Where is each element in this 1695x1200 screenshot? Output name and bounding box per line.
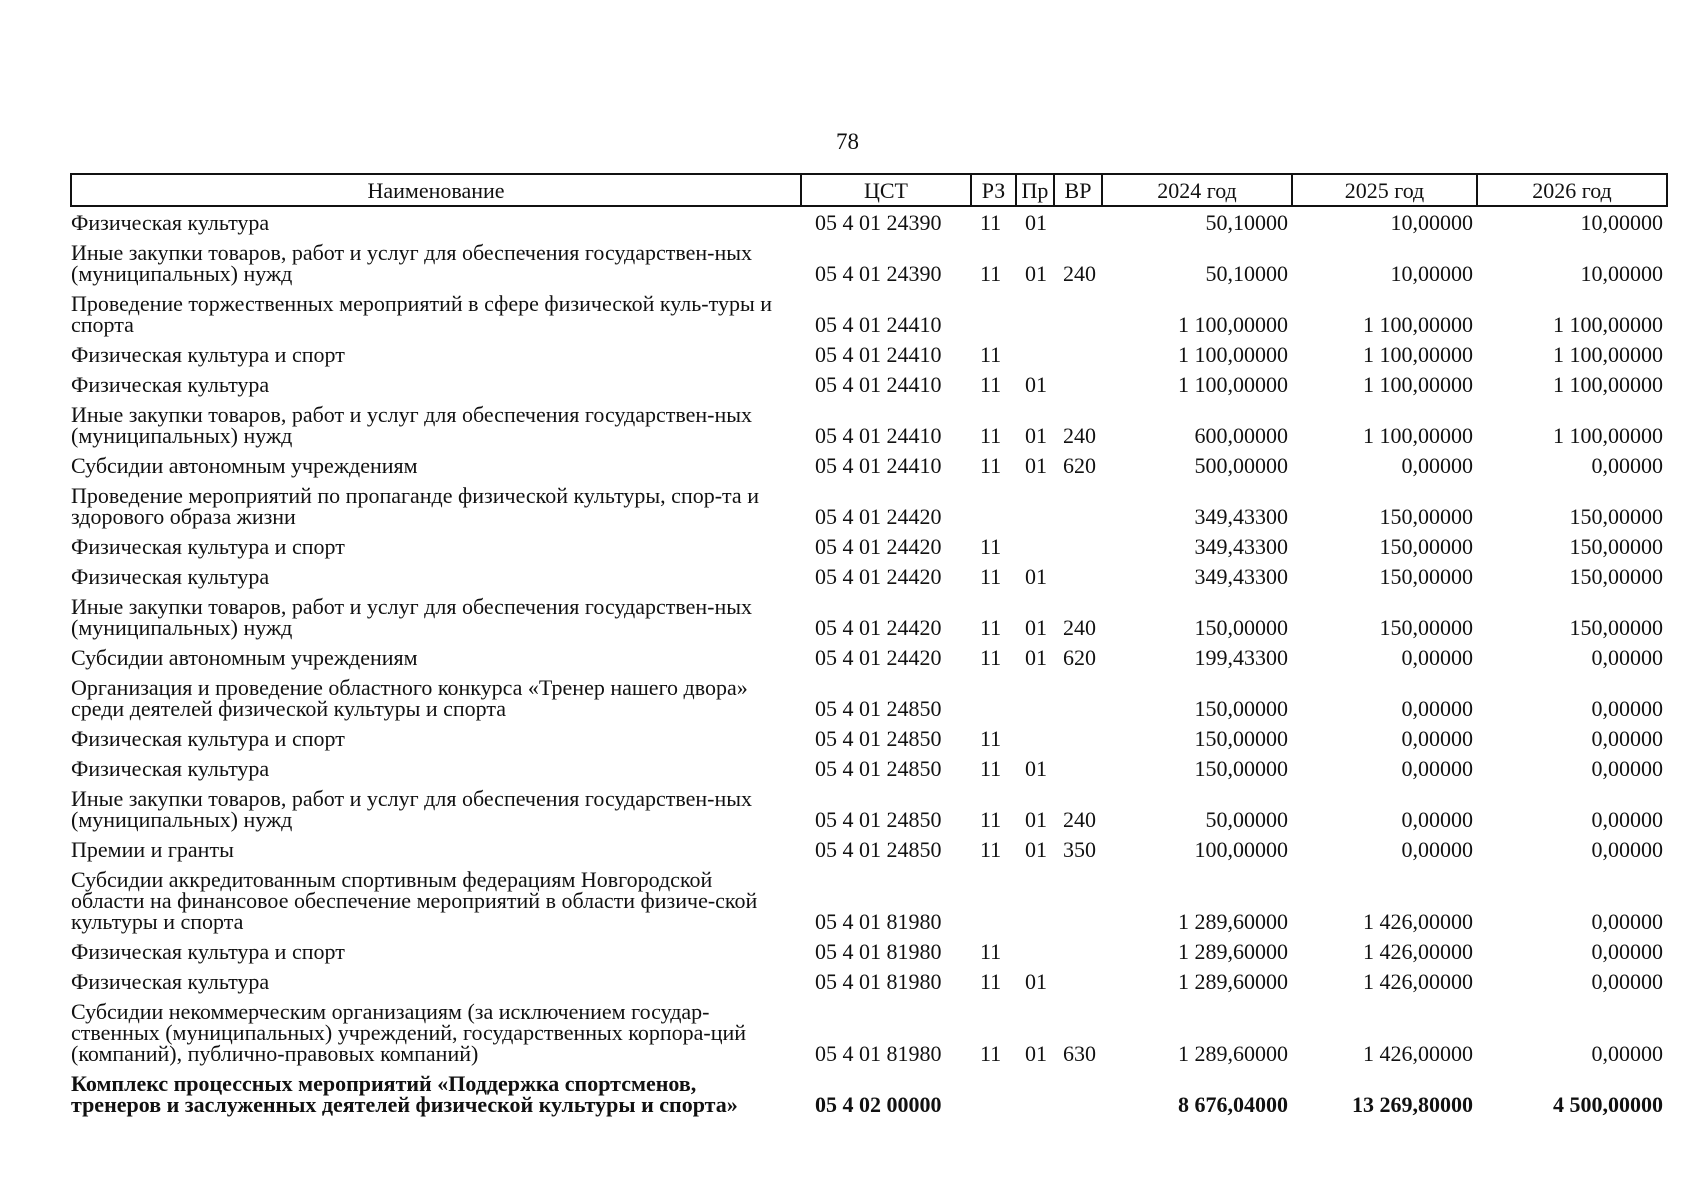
row-amount-2026: 150,00000: [1569, 564, 1663, 589]
row-rz: 11: [980, 423, 1002, 448]
table-row: [71, 288, 1667, 339]
row-cst: 05 4 01 81980: [815, 969, 942, 994]
row-name: Физическая культура: [71, 564, 270, 589]
row-amount-2024: 1 289,60000: [1178, 939, 1288, 964]
row-rz: [971, 672, 1016, 723]
row-vr: [1054, 288, 1102, 339]
row-amount-2026: 1 100,00000: [1553, 342, 1663, 367]
row-vr: 240: [1063, 423, 1096, 448]
row-amount-2026: 0,00000: [1591, 756, 1663, 781]
table-row: [71, 864, 1667, 936]
row-cst: 05 4 01 24420: [815, 504, 942, 529]
row-name: Физическая культура и спорт: [71, 939, 345, 964]
table-row: [71, 480, 1667, 531]
table-row: [71, 834, 1667, 864]
row-amount-2024: 1 100,00000: [1178, 342, 1288, 367]
table-row: [71, 642, 1667, 672]
row-cst: 05 4 01 24420: [815, 564, 942, 589]
row-amount-2025: 1 426,00000: [1363, 909, 1473, 934]
table-row: [71, 1068, 1667, 1119]
row-name: Физическая культура и спорт: [71, 534, 345, 559]
row-amount-2024: 150,00000: [1194, 615, 1288, 640]
row-amount-2024: 150,00000: [1194, 756, 1288, 781]
row-name: Иные закупки товаров, работ и услуг для обеспечения государствен-ных (муниципальных) нужд: [71, 594, 753, 640]
row-pr: 01: [1025, 564, 1047, 589]
row-amount-2026: 10,00000: [1580, 261, 1663, 286]
row-amount-2026: 0,00000: [1591, 696, 1663, 721]
row-pr: [1016, 864, 1054, 936]
row-amount-2024: 1 289,60000: [1178, 909, 1288, 934]
table-row: [71, 206, 1667, 237]
row-rz: 11: [980, 969, 1002, 994]
row-cst: 05 4 01 24850: [815, 756, 942, 781]
row-name: Субсидии автономным учреждениям: [71, 453, 418, 478]
row-cst: 05 4 02 00000: [815, 1092, 942, 1117]
row-amount-2026: 0,00000: [1591, 807, 1663, 832]
row-rz: 11: [980, 939, 1002, 964]
row-vr: 240: [1063, 261, 1096, 286]
row-pr: [1016, 339, 1054, 369]
row-amount-2024: 1 100,00000: [1178, 372, 1288, 397]
row-vr: 620: [1063, 645, 1096, 670]
row-rz: [971, 288, 1016, 339]
row-pr: 01: [1025, 372, 1047, 397]
row-pr: 01: [1025, 210, 1047, 235]
row-amount-2025: 0,00000: [1401, 453, 1473, 478]
row-cst: 05 4 01 24390: [815, 261, 942, 286]
row-amount-2025: 13 269,80000: [1352, 1092, 1473, 1117]
table-row: [71, 996, 1667, 1068]
row-rz: 11: [980, 837, 1002, 862]
row-pr: 01: [1025, 261, 1047, 286]
row-name: Организация и проведение областного конкурса «Тренер нашего двора» среди деятелей физической культуры и спорта: [71, 675, 748, 721]
row-cst: 05 4 01 24420: [815, 615, 942, 640]
row-amount-2025: 0,00000: [1401, 696, 1473, 721]
row-cst: 05 4 01 24850: [815, 726, 942, 751]
row-rz: 11: [980, 756, 1002, 781]
row-amount-2026: 0,00000: [1591, 837, 1663, 862]
row-vr: [1054, 369, 1102, 399]
row-pr: 01: [1025, 615, 1047, 640]
row-pr: [1016, 936, 1054, 966]
row-cst: 05 4 01 24850: [815, 837, 942, 862]
row-cst: 05 4 01 24850: [815, 807, 942, 832]
header-rz: РЗ: [971, 174, 1016, 206]
row-amount-2025: 0,00000: [1401, 807, 1473, 832]
row-name: Проведение торжественных мероприятий в сфере физической куль-туры и спорта: [71, 291, 772, 337]
row-rz: 11: [980, 210, 1002, 235]
row-vr: [1054, 753, 1102, 783]
row-amount-2024: 8 676,04000: [1178, 1092, 1288, 1117]
row-name: Физическая культура: [71, 372, 270, 397]
row-cst: 05 4 01 81980: [815, 939, 942, 964]
header-name: Наименование: [71, 174, 801, 206]
row-name: Иные закупки товаров, работ и услуг для обеспечения государствен-ных (муниципальных) нужд: [71, 402, 753, 448]
row-amount-2025: 150,00000: [1379, 504, 1473, 529]
table-row: [71, 966, 1667, 996]
row-amount-2024: 1 289,60000: [1178, 969, 1288, 994]
row-name: Субсидии аккредитованным спортивным федерациям Новгородской области на финансовое обеспечение мероприятий в области физиче-ской культуры и спорта: [71, 867, 758, 934]
row-vr: 620: [1063, 453, 1096, 478]
row-amount-2024: 349,43300: [1194, 564, 1288, 589]
row-amount-2026: 0,00000: [1591, 453, 1663, 478]
row-name: Физическая культура: [71, 210, 270, 235]
table-row: [71, 339, 1667, 369]
row-amount-2026: 0,00000: [1591, 969, 1663, 994]
row-amount-2025: 150,00000: [1379, 615, 1473, 640]
row-vr: [1054, 672, 1102, 723]
row-vr: 350: [1063, 837, 1096, 862]
row-cst: 05 4 01 24410: [815, 372, 942, 397]
row-pr: [1016, 723, 1054, 753]
row-amount-2025: 10,00000: [1390, 210, 1473, 235]
row-amount-2025: 10,00000: [1390, 261, 1473, 286]
table-row: [71, 531, 1667, 561]
row-amount-2024: 100,00000: [1194, 837, 1288, 862]
row-vr: 240: [1063, 807, 1096, 832]
table-row: [71, 399, 1667, 450]
row-pr: 01: [1025, 453, 1047, 478]
row-vr: 630: [1063, 1041, 1096, 1066]
row-amount-2026: 1 100,00000: [1553, 372, 1663, 397]
page-number: 78: [836, 129, 859, 154]
row-amount-2024: 150,00000: [1194, 726, 1288, 751]
row-pr: [1016, 531, 1054, 561]
table-row: [71, 237, 1667, 288]
row-amount-2026: 0,00000: [1591, 726, 1663, 751]
row-name: Физическая культура: [71, 756, 270, 781]
table-row: [71, 450, 1667, 480]
row-amount-2026: 0,00000: [1591, 1041, 1663, 1066]
row-vr: [1054, 1068, 1102, 1119]
row-amount-2026: 150,00000: [1569, 534, 1663, 559]
row-amount-2025: 150,00000: [1379, 564, 1473, 589]
row-vr: [1054, 480, 1102, 531]
row-amount-2024: 1 289,60000: [1178, 1041, 1288, 1066]
row-amount-2026: 150,00000: [1569, 615, 1663, 640]
table-row: [71, 369, 1667, 399]
row-amount-2025: 0,00000: [1401, 756, 1473, 781]
row-pr: 01: [1025, 837, 1047, 862]
row-amount-2025: 0,00000: [1401, 837, 1473, 862]
row-cst: 05 4 01 24420: [815, 645, 942, 670]
row-name: Премии и гранты: [71, 837, 234, 862]
header-2026: 2026 год: [1477, 174, 1667, 206]
row-amount-2024: 199,43300: [1194, 645, 1288, 670]
row-amount-2024: 50,10000: [1205, 261, 1288, 286]
row-rz: 11: [980, 645, 1002, 670]
row-amount-2025: 1 100,00000: [1363, 372, 1473, 397]
row-amount-2024: 50,10000: [1205, 210, 1288, 235]
row-amount-2025: 0,00000: [1401, 726, 1473, 751]
row-name: Физическая культура: [71, 969, 270, 994]
row-vr: [1054, 723, 1102, 753]
row-rz: 11: [980, 615, 1002, 640]
row-rz: [971, 1068, 1016, 1119]
row-rz: 11: [980, 534, 1002, 559]
row-amount-2024: 150,00000: [1194, 696, 1288, 721]
budget-table: [70, 173, 1668, 1119]
row-amount-2025: 1 426,00000: [1363, 939, 1473, 964]
table-row: [71, 561, 1667, 591]
row-name: Иные закупки товаров, работ и услуг для обеспечения государствен-ных (муниципальных) нужд: [71, 786, 753, 832]
row-amount-2025: 1 100,00000: [1363, 342, 1473, 367]
row-vr: [1054, 966, 1102, 996]
row-pr: [1016, 288, 1054, 339]
row-name: Проведение мероприятий по пропаганде физической культуры, спор-та и здорового образа жизни: [71, 483, 759, 529]
row-amount-2025: 1 100,00000: [1363, 423, 1473, 448]
row-amount-2025: 0,00000: [1401, 645, 1473, 670]
row-amount-2024: 500,00000: [1194, 453, 1288, 478]
row-amount-2024: 349,43300: [1194, 504, 1288, 529]
header-2025: 2025 год: [1292, 174, 1477, 206]
table-row: [71, 783, 1667, 834]
row-cst: 05 4 01 24420: [815, 534, 942, 559]
table-row: [71, 753, 1667, 783]
row-amount-2026: 0,00000: [1591, 645, 1663, 670]
row-vr: 240: [1063, 615, 1096, 640]
row-pr: 01: [1025, 756, 1047, 781]
row-name: Субсидии некоммерческим организациям (за исключением государ-ственных (муниципальных) учреждений, государственных корпора-ций (компаний), публично-правовых компаний): [71, 999, 747, 1066]
row-vr: [1054, 531, 1102, 561]
row-cst: 05 4 01 24390: [815, 210, 942, 235]
row-pr: 01: [1025, 645, 1047, 670]
row-vr: [1054, 936, 1102, 966]
row-amount-2024: 349,43300: [1194, 534, 1288, 559]
row-amount-2024: 600,00000: [1194, 423, 1288, 448]
row-rz: 11: [980, 807, 1002, 832]
table-row: [71, 723, 1667, 753]
row-pr: [1016, 1068, 1054, 1119]
row-amount-2024: 50,00000: [1205, 807, 1288, 832]
row-amount-2026: 1 100,00000: [1553, 312, 1663, 337]
row-pr: 01: [1025, 423, 1047, 448]
row-name: Иные закупки товаров, работ и услуг для обеспечения государствен-ных (муниципальных) нужд: [71, 240, 753, 286]
row-name: Субсидии автономным учреждениям: [71, 645, 418, 670]
row-amount-2026: 10,00000: [1580, 210, 1663, 235]
row-amount-2026: 0,00000: [1591, 939, 1663, 964]
row-name: Физическая культура и спорт: [71, 726, 345, 751]
row-cst: 05 4 01 24410: [815, 342, 942, 367]
row-rz: [971, 480, 1016, 531]
row-pr: [1016, 480, 1054, 531]
row-rz: 11: [980, 372, 1002, 397]
row-pr: 01: [1025, 807, 1047, 832]
row-cst: 05 4 01 24410: [815, 423, 942, 448]
row-rz: [971, 864, 1016, 936]
table-row: [71, 936, 1667, 966]
header-2024: 2024 год: [1102, 174, 1292, 206]
row-amount-2025: 1 426,00000: [1363, 1041, 1473, 1066]
row-rz: 11: [980, 261, 1002, 286]
row-amount-2025: 1 100,00000: [1363, 312, 1473, 337]
row-rz: 11: [980, 564, 1002, 589]
row-rz: 11: [980, 1041, 1002, 1066]
row-rz: 11: [980, 726, 1002, 751]
row-vr: [1054, 864, 1102, 936]
row-rz: 11: [980, 342, 1002, 367]
header-vr: ВР: [1054, 174, 1102, 206]
row-pr: 01: [1025, 1041, 1047, 1066]
table-body: [71, 206, 1667, 1119]
row-cst: 05 4 01 24850: [815, 696, 942, 721]
header-pr: Пр: [1016, 174, 1054, 206]
header-cst: ЦСТ: [801, 174, 971, 206]
row-amount-2026: 150,00000: [1569, 504, 1663, 529]
row-vr: [1054, 561, 1102, 591]
row-cst: 05 4 01 24410: [815, 453, 942, 478]
row-vr: [1054, 339, 1102, 369]
table-row: [71, 591, 1667, 642]
row-cst: 05 4 01 81980: [815, 1041, 942, 1066]
row-pr: [1016, 672, 1054, 723]
row-amount-2026: 4 500,00000: [1553, 1092, 1663, 1117]
row-name: Физическая культура и спорт: [71, 342, 345, 367]
row-vr: [1054, 206, 1102, 237]
row-pr: 01: [1025, 969, 1047, 994]
row-amount-2026: 1 100,00000: [1553, 423, 1663, 448]
row-rz: 11: [980, 453, 1002, 478]
row-cst: 05 4 01 81980: [815, 909, 942, 934]
table-header-row: [71, 174, 1667, 206]
table-row: [71, 672, 1667, 723]
row-amount-2024: 1 100,00000: [1178, 312, 1288, 337]
row-amount-2026: 0,00000: [1591, 909, 1663, 934]
row-amount-2025: 150,00000: [1379, 534, 1473, 559]
row-name: Комплекс процессных мероприятий «Поддержка спортсменов, тренеров и заслуженных деятелей физической культуры и спорта»: [71, 1071, 738, 1117]
row-amount-2025: 1 426,00000: [1363, 969, 1473, 994]
row-cst: 05 4 01 24410: [815, 312, 942, 337]
